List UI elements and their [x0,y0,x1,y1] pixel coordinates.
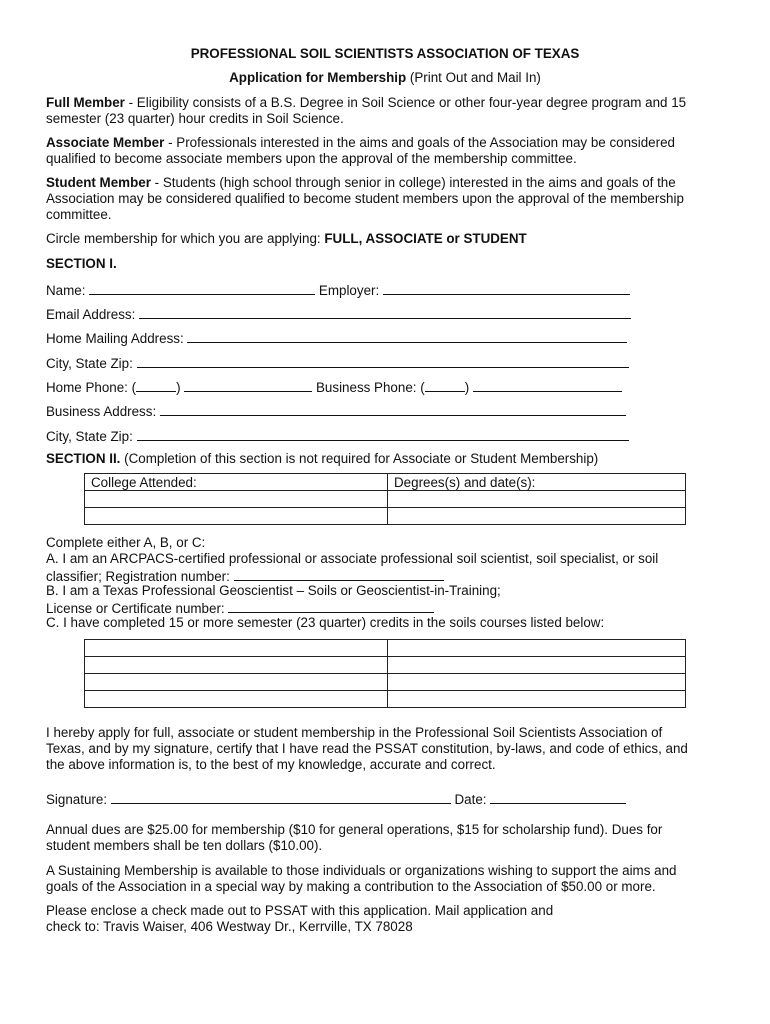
student-member-line2: Association may be considered qualified to become student members upon the approval of the membership [46,191,684,206]
business-phone-field[interactable] [473,378,622,392]
course-cell[interactable] [388,640,686,657]
table-row [85,657,686,674]
name-field[interactable] [89,281,315,295]
course-cell[interactable] [85,691,388,708]
college-table [84,473,686,525]
circle-membership [46,231,527,248]
option-a-line1: A. I am an ARCPACS-certified professional or associate professional soil scientist, soil specialist, or soil [46,551,659,566]
business-phone-paren-close: ) [464,380,470,395]
city-state-zip-row-2 [46,427,629,446]
degrees-header: Degrees(s) and date(s): [388,474,686,491]
declaration-line3: the above information is, to the best of my knowledge, accurate and correct. [46,757,496,772]
email-field[interactable] [139,305,631,319]
name-label: Name: [46,283,86,298]
name-row [46,281,630,300]
home-phone-field[interactable] [184,378,312,392]
home-phone-area-code-field[interactable] [136,378,176,392]
sustaining-line2: goals of the Association in a special way by making a contribution to the Association of $50.00 or more. [46,879,656,894]
full-member-line1 [46,95,686,112]
course-cell[interactable] [388,657,686,674]
options-intro: Complete either A, B, or C: [46,535,206,550]
section-2-note: (Completion of this section is not required for Associate or Student Membership) [124,451,599,466]
signature-label: Signature: [46,792,108,807]
sustaining-line1: A Sustaining Membership is available to those individuals or organizations wishing to support the aims and [46,863,677,878]
associate-member-line1 [46,135,675,152]
dues-line1: Annual dues are $25.00 for membership ($10 for general operations, $15 for scholarship fund). Dues for [46,822,663,837]
student-member-line3: committee. [46,207,112,222]
business-address-row [46,402,626,421]
associate-member-text1: - Professionals interested in the aims and goals of the Association may be considered [168,135,675,150]
date-field[interactable] [490,790,626,804]
declaration-line2: Texas, and by my signature, certify that I have read the PSSAT constitution, by-laws, and code of ethics, and [46,741,688,756]
date-label: Date: [454,792,487,807]
soils-courses-table [84,639,686,708]
form-subtitle [0,70,770,87]
dues-line2: student members shall be ten dollars ($10.00). [46,838,323,853]
employer-field[interactable] [383,281,630,295]
email-row [46,305,631,324]
license-number-label: License or Certificate number: [46,601,225,616]
declaration-line1: I hereby apply for full, associate or student membership in the Professional Soil Scientists Association of [46,725,663,740]
home-phone-label: Home Phone: ( [46,380,137,395]
business-phone-label: Business Phone: ( [316,380,425,395]
course-cell[interactable] [85,674,388,691]
business-address-field[interactable] [160,402,626,416]
degrees-cell[interactable] [388,491,686,508]
section-2-heading: SECTION II. [46,451,121,466]
course-cell[interactable] [85,657,388,674]
circle-membership-options[interactable]: FULL, ASSOCIATE or STUDENT [324,231,527,246]
home-phone-paren-close: ) [176,380,181,395]
employer-label: Employer: [318,283,380,298]
registration-number-field[interactable] [234,567,444,581]
full-member-label: Full Member [46,95,125,110]
associate-member-label: Associate Member [46,135,165,150]
college-cell[interactable] [85,508,388,525]
student-member-text1: - Students (high school through senior in college) interested in the aims and goals of the [154,175,676,190]
college-attended-header: College Attended: [85,474,388,491]
license-number-field[interactable] [228,599,434,613]
phone-row [46,378,622,397]
city-state-zip-row-1 [46,354,629,373]
section-1-heading: SECTION I. [46,256,117,271]
degrees-cell[interactable] [388,508,686,525]
subtitle-bold: Application for Membership [229,70,407,85]
option-c-line1: C. I have completed 15 or more semester (23 quarter) credits in the soils courses listed below: [46,615,605,630]
mail-line1: Please enclose a check made out to PSSAT with this application. Mail application and [46,903,554,918]
business-phone-area-code-field[interactable] [425,378,465,392]
option-b-line1: B. I am a Texas Professional Geoscientist – Soils or Geoscientist-in-Training; [46,583,501,598]
course-cell[interactable] [388,674,686,691]
student-member-line1 [46,175,676,192]
mail-line2: check to: Travis Waiser, 406 Westway Dr., Kerrville, TX 78028 [46,919,413,934]
city-state-zip-field-1[interactable] [137,354,629,368]
table-row [85,640,686,657]
registration-number-label: classifier; Registration number: [46,569,230,584]
section-2-heading-row [46,451,598,468]
email-label: Email Address: [46,307,136,322]
signature-field[interactable] [111,790,451,804]
course-cell[interactable] [85,640,388,657]
course-cell[interactable] [388,691,686,708]
home-address-row [46,329,627,348]
table-row [85,491,686,508]
signature-row [46,790,626,809]
table-row [85,508,686,525]
full-member-line2: semester (23 quarter) hour credits in Soil Science. [46,111,344,126]
business-address-label: Business Address: [46,404,157,419]
full-member-text1: - Eligibility consists of a B.S. Degree in Soil Science or other four-year degree program and 15 [128,95,687,110]
home-address-field[interactable] [187,329,627,343]
associate-member-line2: qualified to become associate members upon the approval of the membership committee. [46,151,577,166]
college-cell[interactable] [85,491,388,508]
city-state-zip-label-2: City, State Zip: [46,429,133,444]
home-address-label: Home Mailing Address: [46,331,184,346]
table-row [85,674,686,691]
city-state-zip-field-2[interactable] [137,427,629,441]
student-member-label: Student Member [46,175,151,190]
table-row [85,691,686,708]
table-row [85,474,686,491]
subtitle-rest: (Print Out and Mail In) [409,70,541,85]
city-state-zip-label-1: City, State Zip: [46,356,133,371]
form-title: PROFESSIONAL SOIL SCIENTISTS ASSOCIATION OF TEXAS [190,46,580,61]
circle-membership-text: Circle membership for which you are applying: [46,231,321,246]
